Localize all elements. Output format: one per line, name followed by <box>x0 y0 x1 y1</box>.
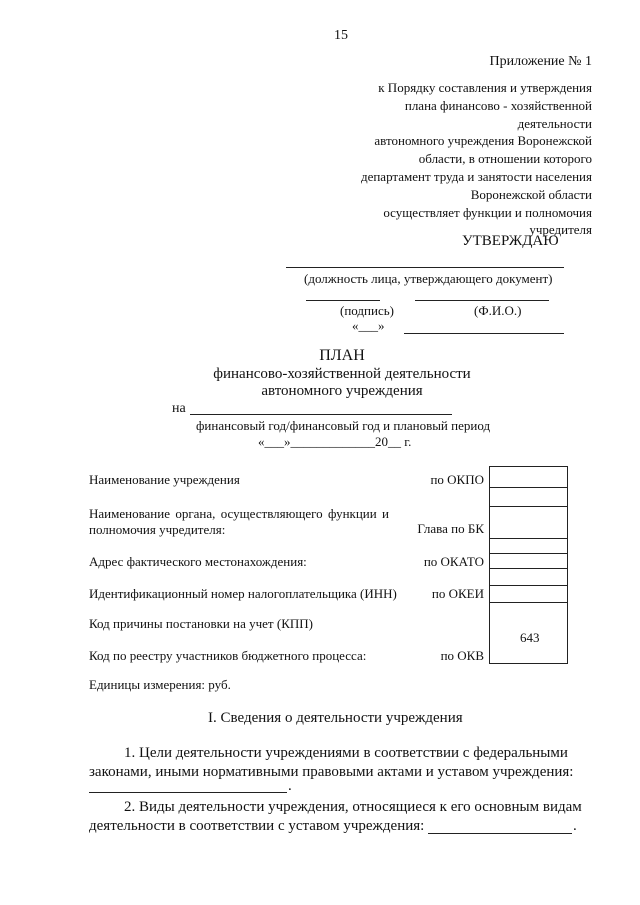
requisite-label: Адрес фактического местонахождения: <box>89 554 307 569</box>
appendix-line: к Порядку составления и утверждения <box>378 80 592 95</box>
item2-period: . <box>573 818 577 834</box>
codes-box <box>489 466 568 664</box>
codes-divider <box>490 506 567 507</box>
appendix-line: плана финансово - хозяйственной <box>404 97 592 113</box>
name-caption: (Ф.И.О.) <box>474 303 522 318</box>
name-line <box>415 300 549 301</box>
item2-line1: 2. Виды деятельности учреждения, относящиеся к его основным видам <box>124 799 582 815</box>
on-label: на <box>172 401 186 416</box>
codes-divider <box>490 585 567 586</box>
requisite-code: по ОКАТО <box>423 554 484 569</box>
approval-date-mark: «___» <box>352 318 385 333</box>
appendix-line: автономного учреждения Воронежской <box>374 133 592 149</box>
item1-period: . <box>288 778 292 794</box>
appendix-line: области, в отношении которого <box>418 151 592 167</box>
approval-title: УТВЕРЖДАЮ <box>462 233 559 249</box>
requisite-label: Идентификационный номер налогоплательщика (ИНН) <box>89 586 397 601</box>
codes-divider <box>490 487 567 488</box>
signature-caption: (подпись) <box>340 303 394 318</box>
requisite-label: Наименование учреждения <box>89 472 240 487</box>
plan-title: ПЛАН <box>319 347 365 364</box>
plan-subtitle-1: финансово-хозяйственной деятельности <box>213 366 471 382</box>
requisite-label: Код по реестру участников бюджетного процесса: <box>89 648 367 663</box>
requisite-code: по ОКВ <box>440 648 484 663</box>
codes-divider <box>490 553 567 554</box>
section-title: I. Сведения о деятельности учреждения <box>208 710 463 726</box>
codes-divider <box>490 568 567 569</box>
page-number: 15 <box>334 28 348 43</box>
item2-answer-line <box>428 833 572 834</box>
codes-divider <box>490 538 567 539</box>
plan-date-line: «___»_____________20__ г. <box>258 434 412 449</box>
appendix-title: Приложение № 1 <box>489 54 592 69</box>
item1-answer-line <box>89 792 287 793</box>
units-label: Единицы измерения: руб. <box>89 677 231 692</box>
requisite-label: Наименование органа, осуществляющего функции и полномочия учредителя: <box>89 506 389 537</box>
appendix-text <box>361 79 592 239</box>
signature-line <box>306 300 380 301</box>
period-line <box>190 414 452 415</box>
codes-divider <box>490 602 567 603</box>
requisite-code: по ОКЕИ <box>431 586 484 601</box>
item1-line2: законами, иными нормативными правовыми актами и уставом учреждения: <box>89 764 574 780</box>
requisite-code: по ОКПО <box>430 472 484 487</box>
item2-line2: деятельности в соответствии с уставом учреждения: <box>89 818 425 834</box>
period-caption: финансовый год/финансовый год и плановый период <box>196 418 491 433</box>
item1-line1: 1. Цели деятельности учреждениями в соответствии с федеральными <box>124 745 568 761</box>
appendix-line: департамент труда и занятости населения <box>360 168 592 184</box>
code-value: 643 <box>520 630 540 645</box>
appendix-line: Воронежской области <box>470 186 592 202</box>
appendix-line: осуществляет функции и полномочия <box>383 204 592 220</box>
requisite-code: Глава по БК <box>417 521 484 536</box>
requisite-label: Код причины постановки на учет (КПП) <box>89 616 313 631</box>
plan-subtitle-2: автономного учреждения <box>261 383 423 399</box>
position-line <box>286 267 564 268</box>
appendix-line: деятельности <box>517 115 592 131</box>
position-caption: (должность лица, утверждающего документ) <box>304 271 553 286</box>
appendix-line: учредителя <box>529 222 592 238</box>
approval-date-line <box>404 333 564 334</box>
